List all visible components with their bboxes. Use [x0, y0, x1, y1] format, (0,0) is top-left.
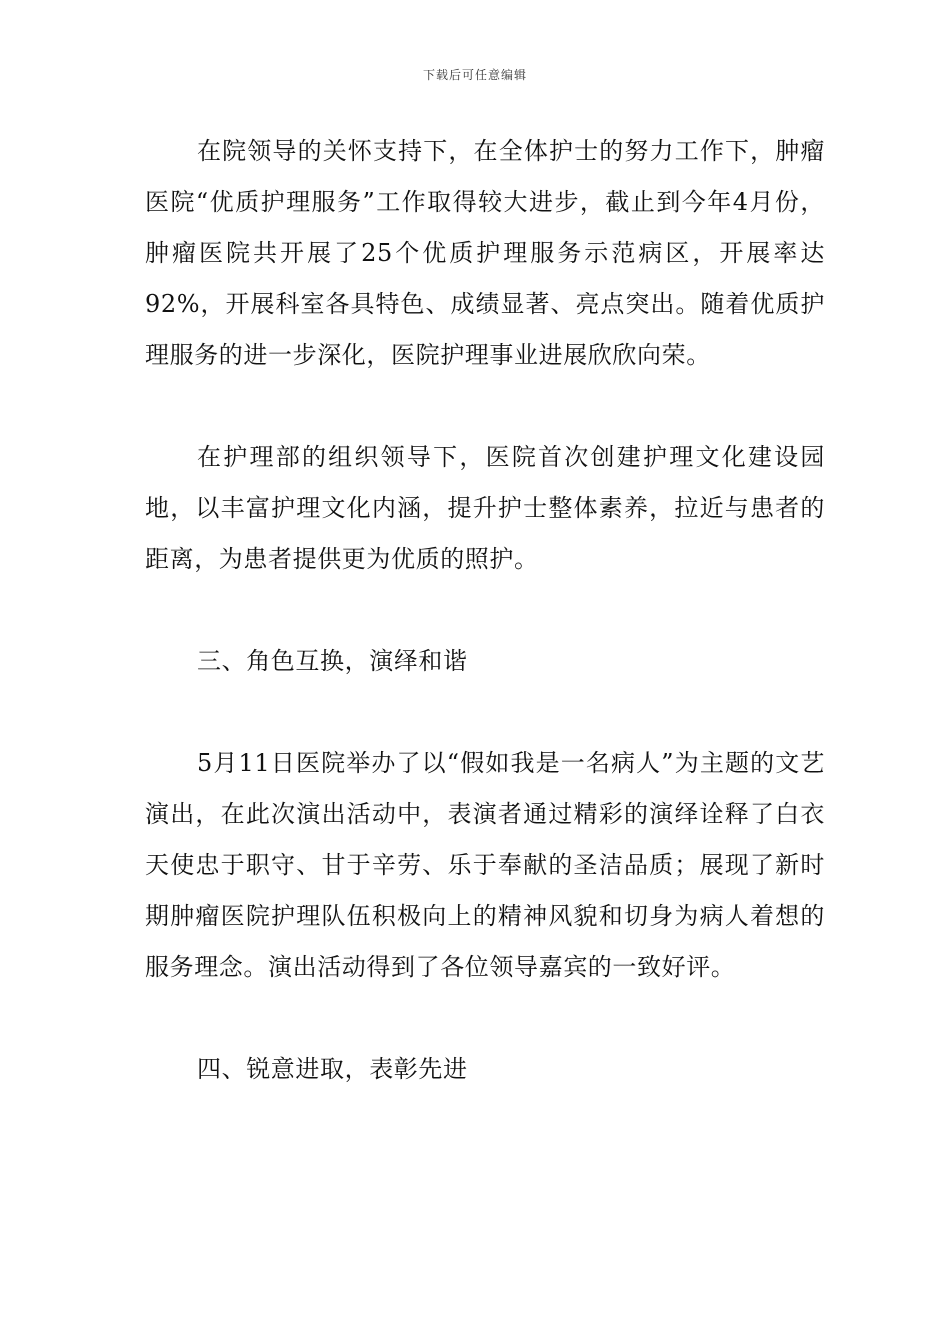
page-header: 下载后可任意编辑: [422, 68, 527, 82]
paragraph-spacer: [145, 993, 825, 1044]
paragraph-quality-nursing: 在院领导的关怀支持下，在全体护士的努力工作下，肿瘤医院“优质护理服务”工作取得较大进步，截止到今年4月份，肿瘤医院共开展了25个优质护理服务示范病区，开展率达92%，开展科室各具特色、成绩显著、亮点突出。随着优质护理服务的进一步深化，医院护理事业进展欣欣向荣。: [145, 137, 825, 369]
paragraph-spacer: [145, 381, 825, 432]
paragraph-nursing-culture: 在护理部的组织领导下，医院首次创建护理文化建设园地，以丰富护理文化内涵，提升护士整体素养，拉近与患者的距离，为患者提供更为优质的照护。: [145, 443, 825, 573]
paragraph-spacer: [145, 687, 825, 738]
paragraph-performance: 5月11日医院举办了以“假如我是一名病人”为主题的文艺演出，在此次演出活动中，表演者通过精彩的演绎诠释了白衣天使忠于职守、甘于辛劳、乐于奉献的圣洁品质；展现了新时期肿瘤医院护理队伍积极向上的精神风貌和切身为病人着想的服务理念。演出活动得到了各位领导嘉宾的一致好评。: [145, 749, 825, 981]
section-heading-three: 三、角色互换，演绎和谐: [197, 647, 468, 675]
paragraph-spacer: [145, 585, 825, 636]
section-heading-four: 四、锐意进取，表彰先进: [197, 1055, 468, 1083]
document-body: [145, 126, 825, 1095]
